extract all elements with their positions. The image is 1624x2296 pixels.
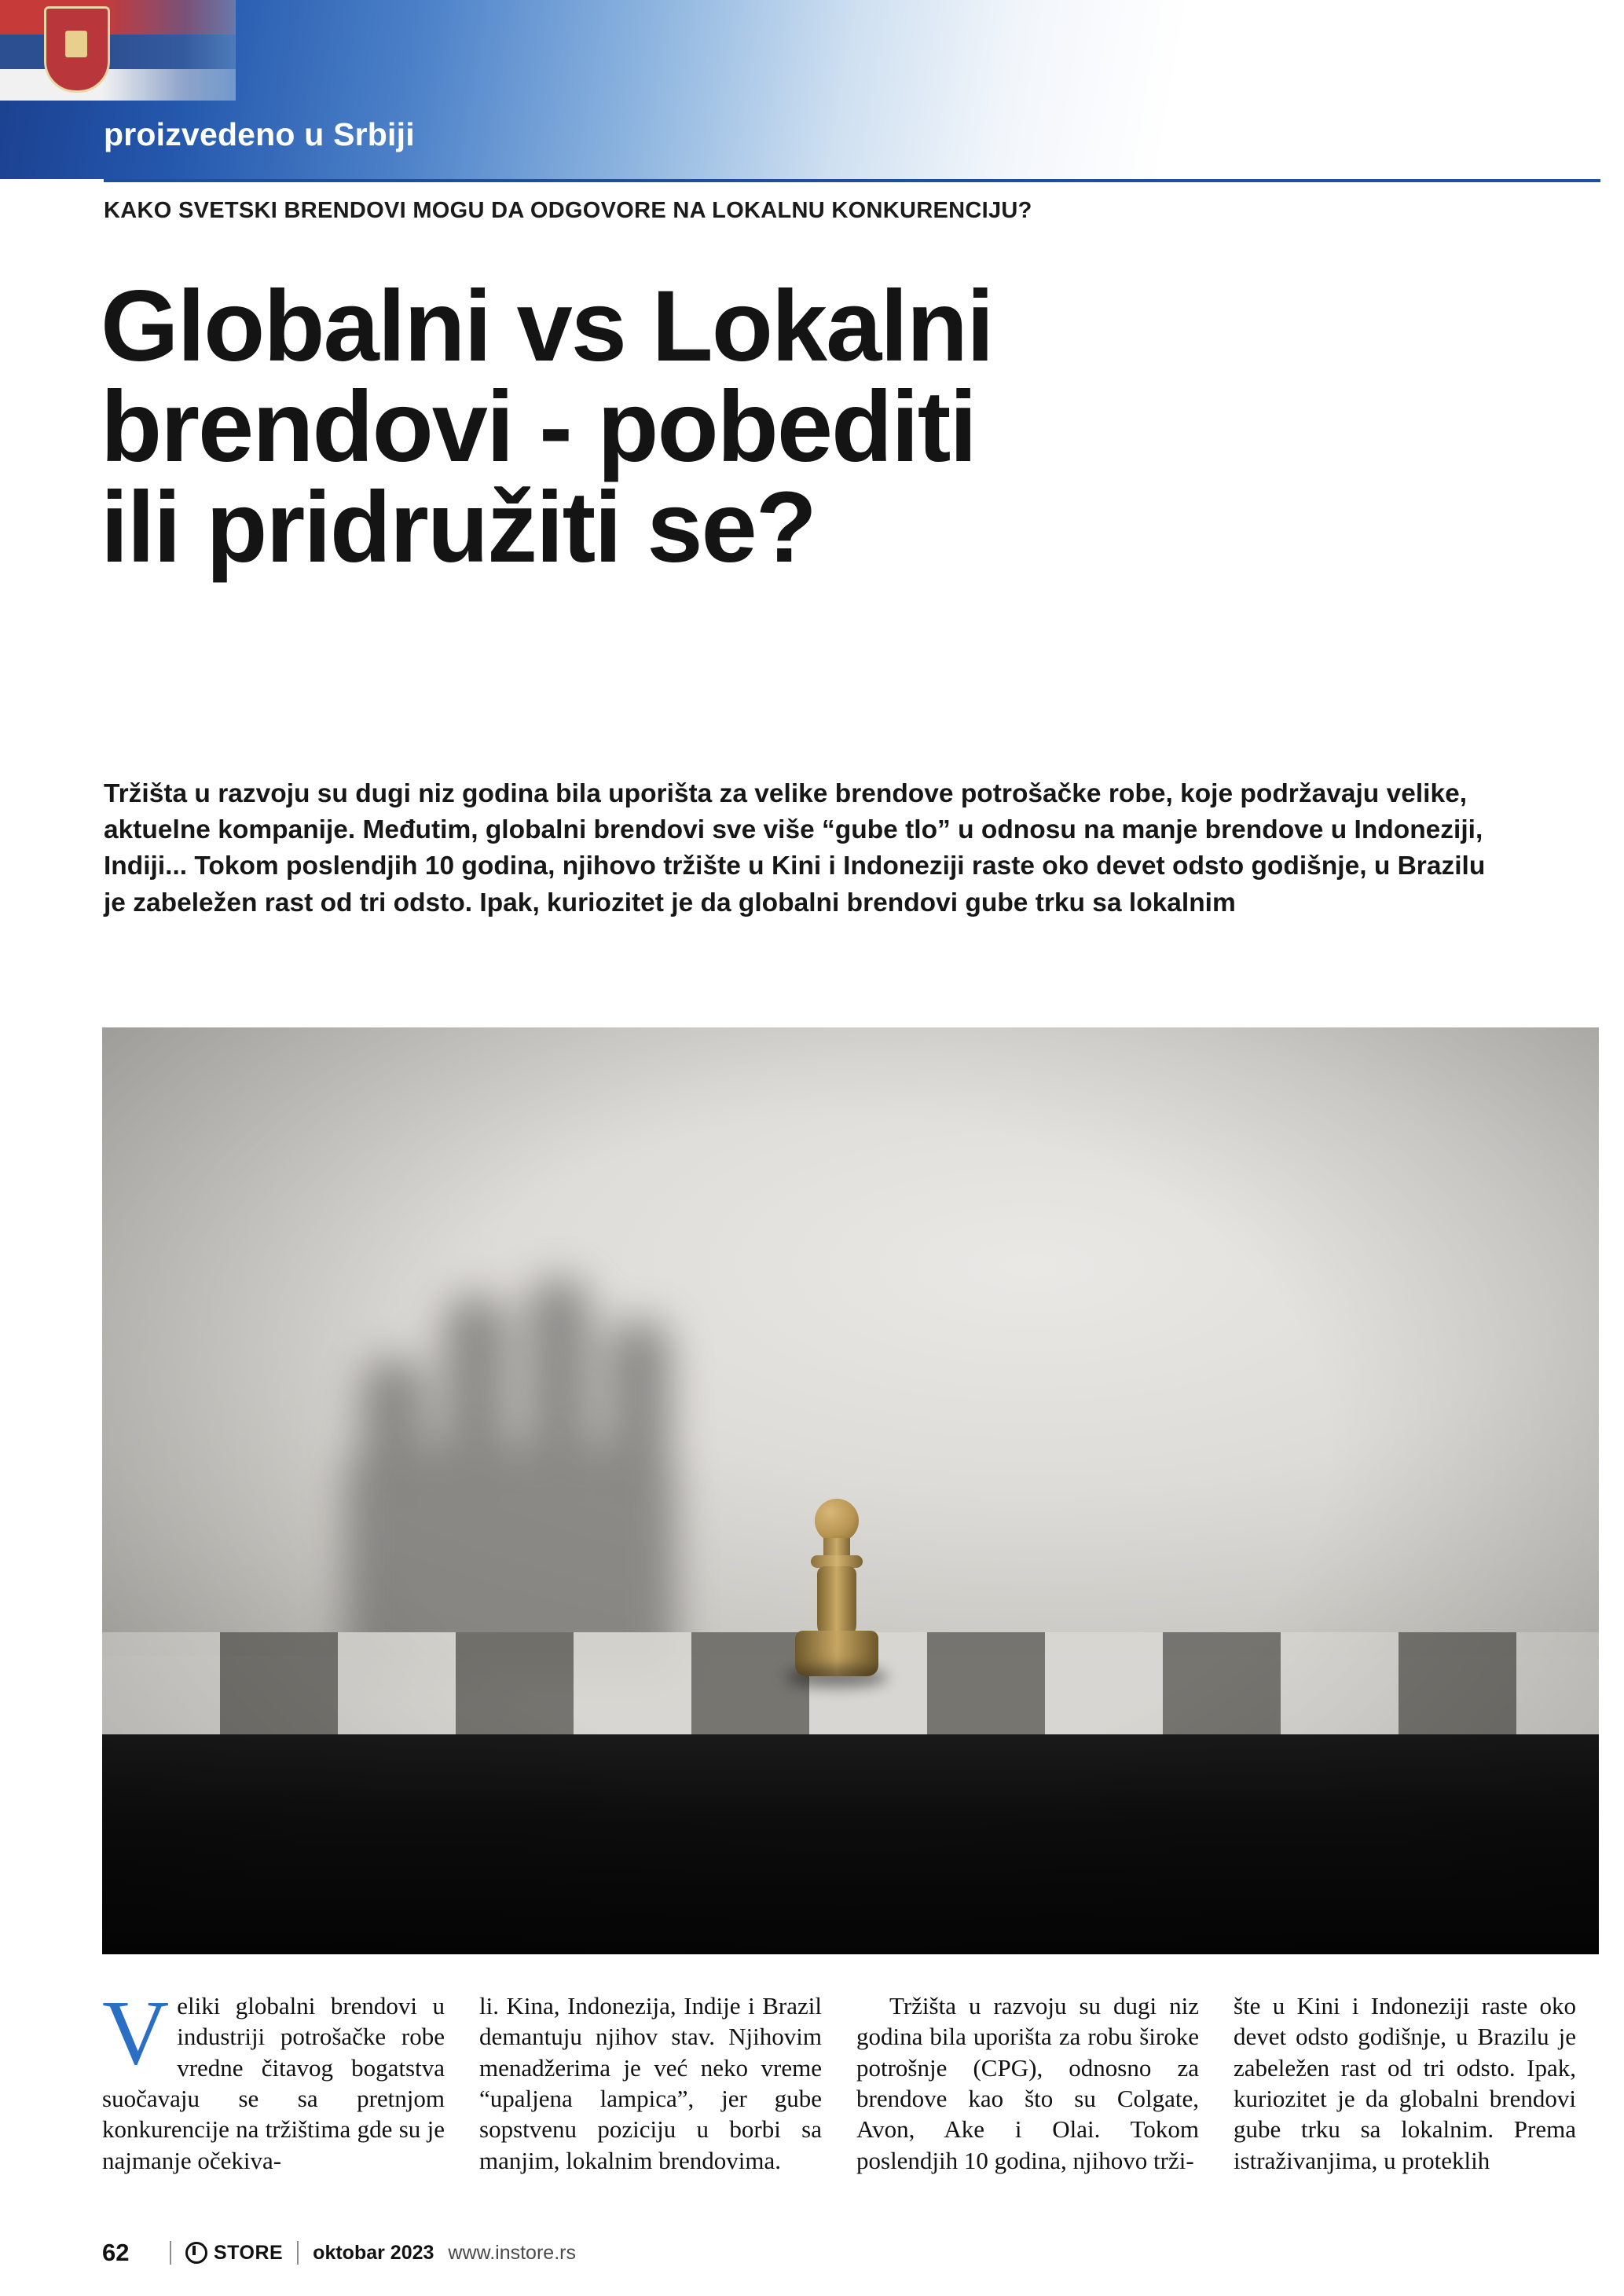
flag-fade-overlay [102, 0, 236, 101]
body-column-4 [1234, 1990, 1576, 2218]
serbia-flag-icon [0, 0, 236, 101]
body-paragraph: eliki globalni brendovi u industriji potrošačke robe vredne čitavog bogatstva suočavaju se sa pretnjom konkurencije na tržištima gde su je najmanje očekiva- [102, 1992, 445, 2174]
masthead-label: proizvedeno u Srbiji [104, 116, 415, 152]
body-column-2 [479, 1990, 822, 2218]
photo-vignette [102, 1027, 1599, 1954]
headline-line-3: ili pridružiti se? [101, 471, 816, 584]
headline-line-1: Globalni vs Lokalni [101, 270, 993, 383]
footer-divider-1 [170, 2241, 171, 2265]
article-photo [102, 1027, 1599, 1954]
footer-issue-date: oktobar 2023 [313, 2241, 434, 2264]
body-paragraph: šte u Kini i Indoneziji raste oko devet odsto godišnje, u Brazilu je zabeležen rast od tri odsto. Ipak, kuriozitet je da globalni brendovi gube trku sa lokalnim. Prema istraživanjima, u proteklih [1234, 1992, 1576, 2174]
article-body [102, 1981, 1599, 2218]
article-kicker: KAKO SVETSKI BRENDOVI MOGU DA ODGOVORE NA LOKALNU KONKURENCIJU? [104, 198, 1032, 223]
flag-crest-icon [44, 6, 110, 93]
page-footer [102, 2236, 1599, 2270]
masthead-banner [0, 0, 1624, 179]
article-standfirst: Tržišta u razvoju su dugi niz godina bila uporišta za velike brendove potrošačke robe, koje podržavaju velike, aktuelne kompanije. Međutim, globalni brendovi sve više “gube tlo” u odnosu na manje brendove u Indoneziji, Indiji... Tokom poslendjih 10 godina, njihovo tržište u Kini i Indoneziji raste oko devet odsto godišnje, u Brazilu je zabeležen rast od tri odsto. Ipak, kuriozitet je da globalni brendovi gube trku sa lokalnim [104, 779, 1486, 917]
footer-website-url[interactable]: www.instore.rs [448, 2241, 576, 2264]
store-logo-icon [185, 2242, 207, 2264]
dropcap: V [102, 1981, 170, 2084]
masthead-divider [104, 179, 1600, 182]
body-column-3 [856, 1990, 1199, 2218]
body-paragraph: li. Kina, Indonezija, Indije i Brazil demantuju njihov stav. Njihovim menadžerima je već neko vreme “upaljena lampica”, jer gube sopstvenu poziciju u borbi sa manjim, lokalnim brendovima. [479, 1992, 822, 2174]
footer-logo [185, 2242, 283, 2265]
footer-logo-text: STORE [214, 2241, 284, 2264]
body-paragraph: Tržišta u razvoju su dugi niz godina bila uporišta za robu široke potrošnje (CPG), odnosno za brendove kao što su Colgate, Avon, Ake i Olai. Tokom poslendjih 10 godina, njihovo trži- [856, 1992, 1199, 2174]
footer-divider-2 [297, 2241, 299, 2265]
page-title [101, 270, 1554, 584]
page-number: 62 [102, 2239, 130, 2266]
body-column-1 [102, 1981, 445, 2218]
headline-line-2: brendovi - pobediti [101, 371, 976, 483]
